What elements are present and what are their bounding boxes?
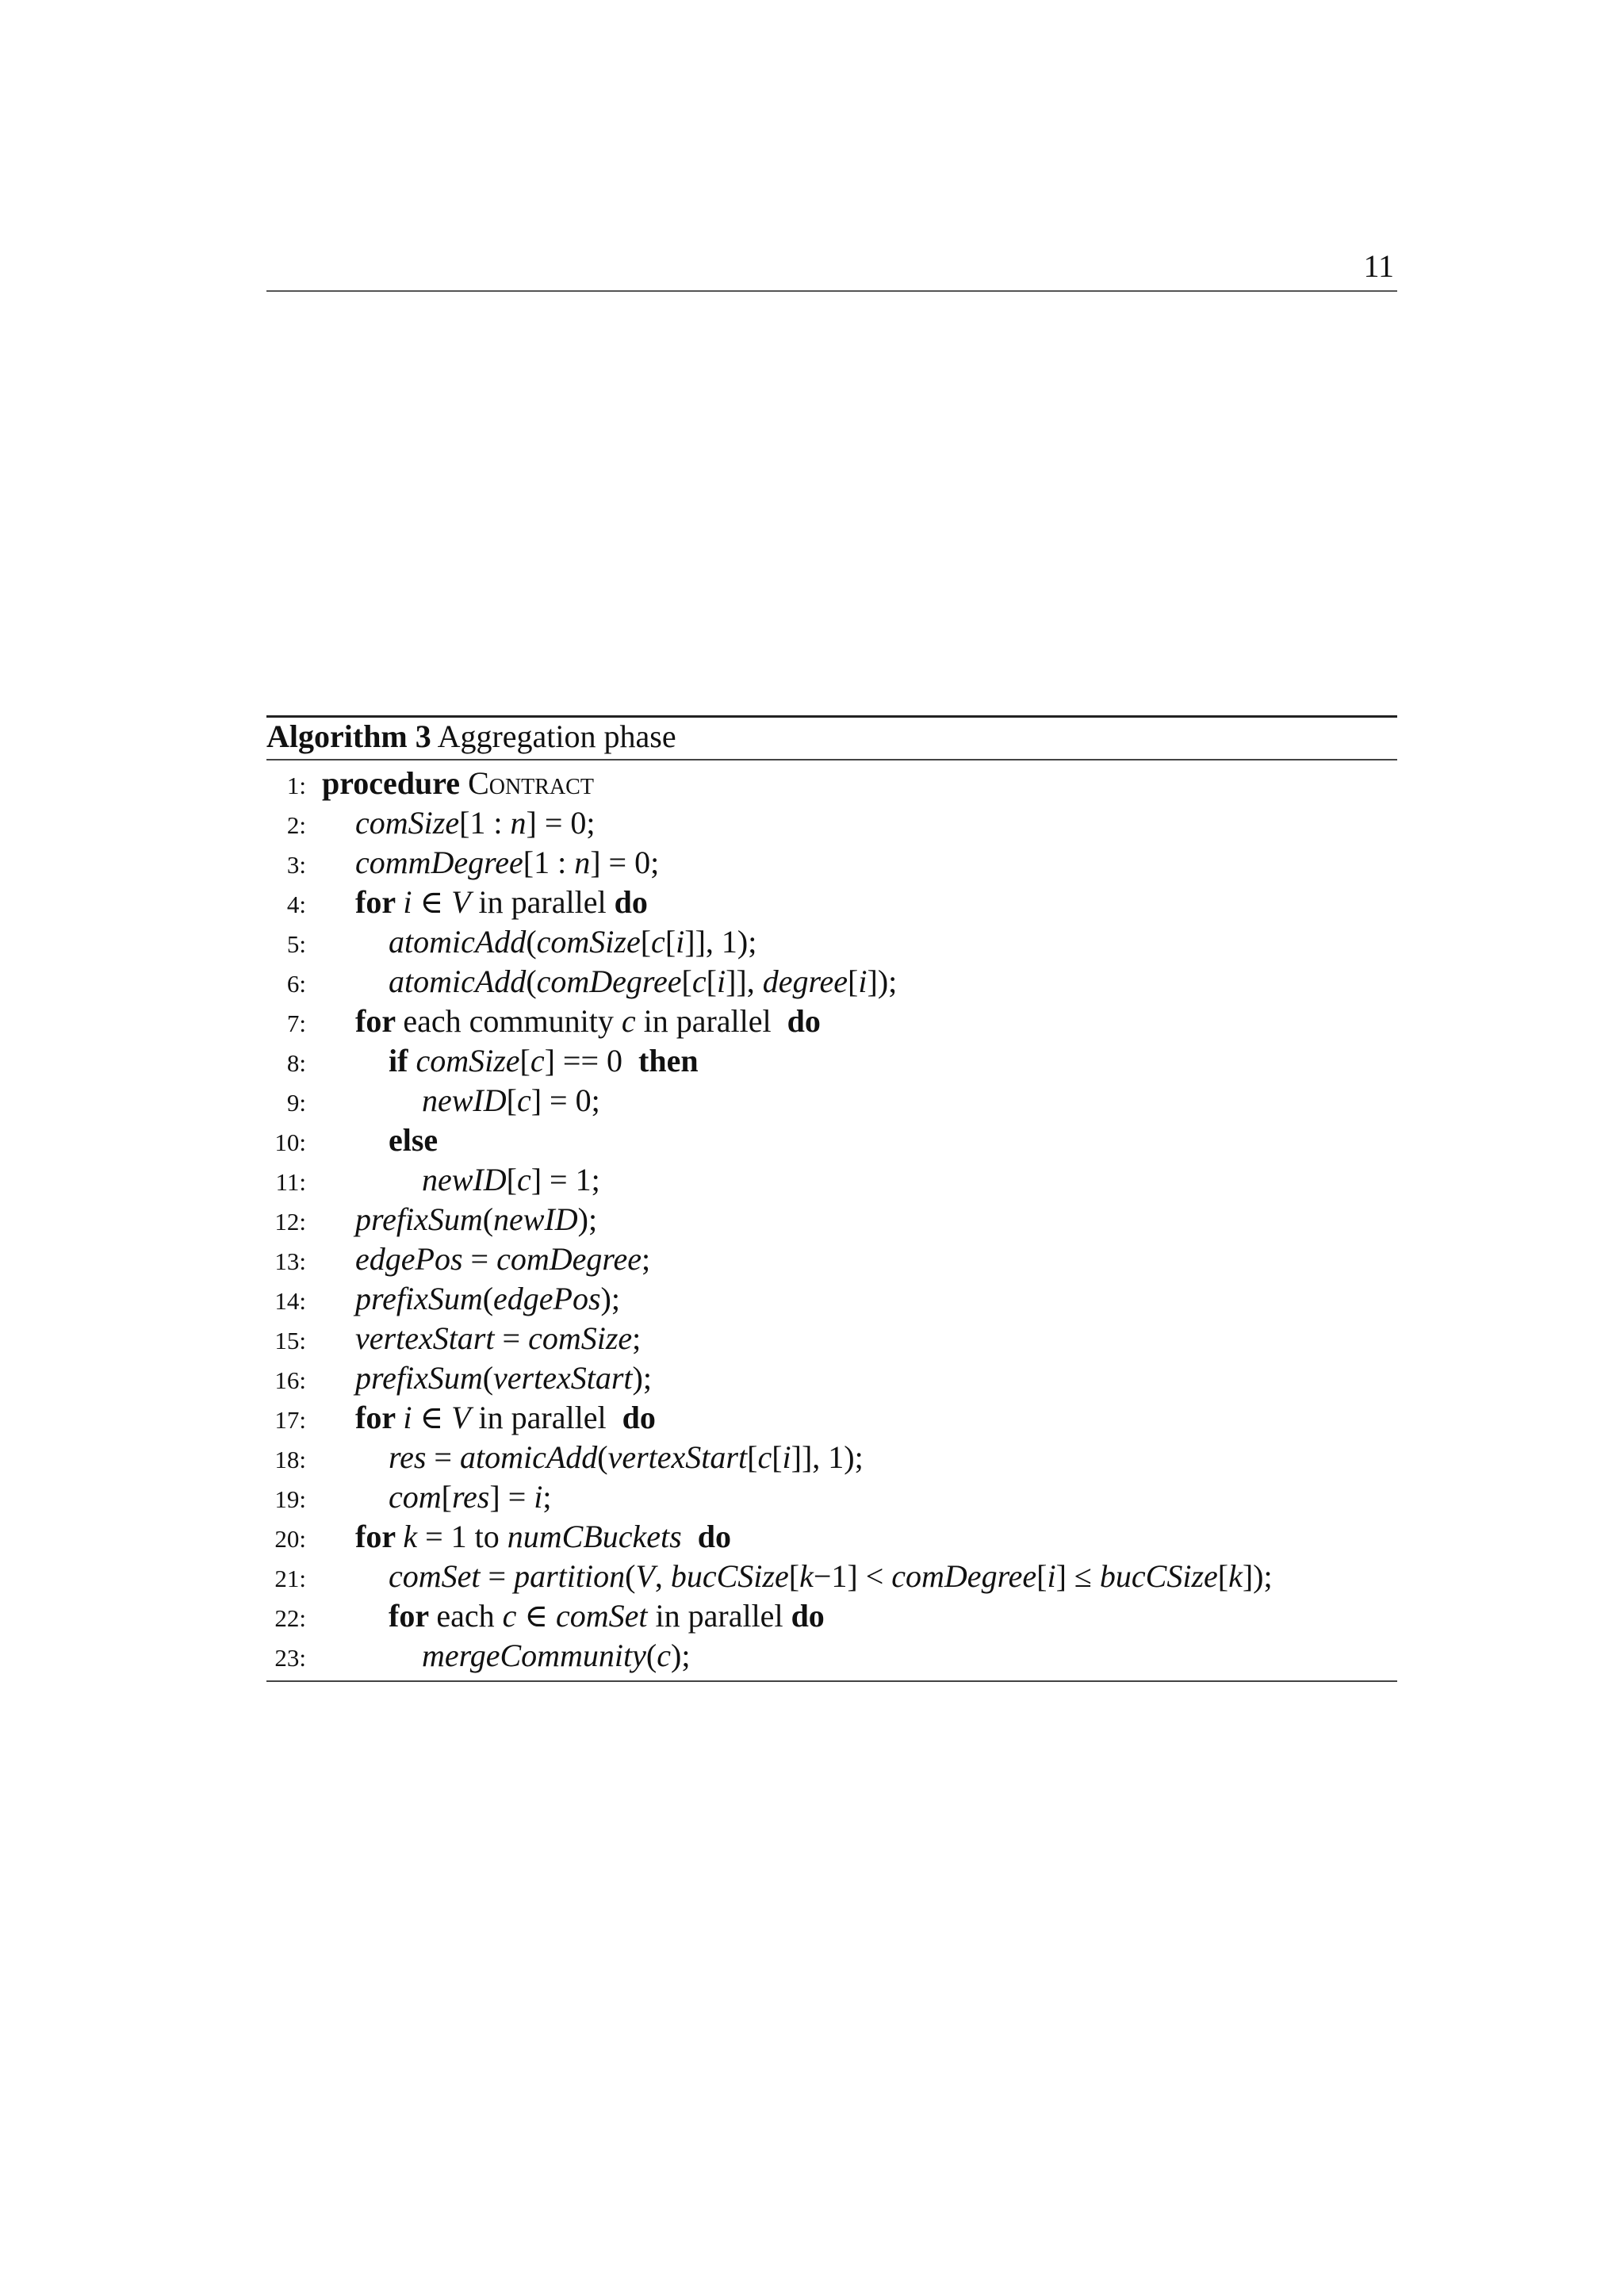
header-rule xyxy=(266,290,1397,292)
math-identifier: k xyxy=(799,1558,814,1594)
line-number: 23: xyxy=(274,1644,306,1672)
math-identifier: atomicAdd xyxy=(389,924,527,960)
algorithm-line xyxy=(266,1319,1397,1358)
line-content xyxy=(355,1279,620,1319)
algorithm-label: Algorithm 3 xyxy=(266,718,431,754)
line-content xyxy=(389,922,756,962)
math-identifier: i xyxy=(534,1479,543,1515)
line-number: 14: xyxy=(274,1287,306,1315)
math-identifier: c xyxy=(516,1082,531,1118)
algorithm-line xyxy=(266,1081,1397,1121)
page-number: 11 xyxy=(1363,248,1394,284)
line-number: 21: xyxy=(274,1565,306,1592)
code-text: [ xyxy=(441,1479,452,1515)
code-text: ); xyxy=(632,1360,652,1396)
keyword: for xyxy=(355,1400,404,1435)
math-identifier: i xyxy=(716,964,726,999)
line-content xyxy=(389,1041,699,1081)
code-text: ; xyxy=(542,1479,552,1515)
code-text: [ xyxy=(681,964,692,999)
line-number: 10: xyxy=(274,1128,306,1156)
math-identifier: comDegree xyxy=(536,964,682,999)
line-content xyxy=(422,1081,600,1121)
code-text: ( xyxy=(597,1439,608,1475)
math-identifier: c xyxy=(757,1439,772,1475)
line-number: 1: xyxy=(286,772,306,799)
code-text: ( xyxy=(645,1638,657,1673)
code-text: in parallel xyxy=(470,1400,622,1435)
keyword: do xyxy=(622,1400,656,1435)
keyword: procedure xyxy=(322,765,469,801)
line-content xyxy=(355,1002,821,1041)
math-identifier: prefixSum xyxy=(355,1281,483,1316)
algorithm-line xyxy=(266,1239,1397,1279)
line-number: 15: xyxy=(274,1327,306,1354)
code-text: ] = xyxy=(489,1479,534,1515)
algorithm-line xyxy=(266,1596,1397,1636)
math-identifier: comDegree xyxy=(891,1558,1037,1594)
code-text: ∈ xyxy=(516,1598,556,1634)
math-identifier: c xyxy=(621,1003,636,1039)
code-text: −1] < xyxy=(813,1558,892,1594)
line-content xyxy=(422,1160,600,1200)
keyword: for xyxy=(389,1598,437,1634)
code-text: ]], 1); xyxy=(684,924,757,960)
algorithm-line xyxy=(266,1041,1397,1081)
code-text: ] == 0 xyxy=(544,1043,639,1078)
line-content xyxy=(355,1517,731,1557)
math-identifier: V xyxy=(635,1558,655,1594)
keyword: for xyxy=(355,884,404,920)
math-identifier: i xyxy=(858,964,868,999)
math-identifier: c xyxy=(530,1043,545,1078)
line-content xyxy=(355,1200,597,1239)
code-text: , xyxy=(654,1558,671,1594)
code-text: ; xyxy=(641,1241,651,1277)
math-identifier: res xyxy=(451,1479,490,1515)
math-identifier: res xyxy=(389,1439,427,1475)
code-text: [ xyxy=(665,924,676,960)
line-number: 2: xyxy=(286,811,306,839)
math-identifier: i xyxy=(403,1400,412,1435)
math-identifier: comSet xyxy=(556,1598,648,1634)
keyword: do xyxy=(787,1003,821,1039)
algorithm-title: Aggregation phase xyxy=(437,718,676,754)
code-text: [1 : xyxy=(459,805,511,841)
line-number: 4: xyxy=(286,891,306,918)
math-identifier: n xyxy=(574,845,591,880)
algorithm-line xyxy=(266,1557,1397,1596)
algorithm-line xyxy=(266,764,1397,803)
math-identifier: c xyxy=(502,1598,517,1634)
procedure-name: Contract xyxy=(468,765,594,801)
line-content xyxy=(355,1239,650,1279)
math-identifier: i xyxy=(782,1439,791,1475)
math-identifier: prefixSum xyxy=(355,1360,483,1396)
math-identifier: edgePos xyxy=(355,1241,463,1277)
line-content xyxy=(355,1398,656,1438)
code-text: in parallel xyxy=(635,1003,787,1039)
code-text: ]], xyxy=(726,964,763,999)
math-identifier: c xyxy=(516,1162,531,1197)
math-identifier: k xyxy=(403,1519,418,1554)
code-text: ( xyxy=(482,1201,494,1237)
code-text: = xyxy=(426,1439,460,1475)
code-text: ); xyxy=(671,1638,691,1673)
code-text: [ xyxy=(640,924,652,960)
math-identifier: comSize xyxy=(416,1043,520,1078)
code-text: ] ≤ xyxy=(1055,1558,1100,1594)
algorithm-line xyxy=(266,883,1397,922)
code-text: ]); xyxy=(1242,1558,1273,1594)
algorithm-line xyxy=(266,1517,1397,1557)
algorithm-line xyxy=(266,1398,1397,1438)
line-content xyxy=(355,1358,652,1398)
keyword: else xyxy=(389,1122,439,1158)
math-identifier: i xyxy=(676,924,685,960)
algorithm-line xyxy=(266,1477,1397,1517)
line-content xyxy=(389,1596,825,1636)
math-identifier: newID xyxy=(493,1201,578,1237)
math-identifier: degree xyxy=(762,964,848,999)
math-identifier: i xyxy=(1047,1558,1056,1594)
algorithm-line xyxy=(266,962,1397,1002)
math-identifier: comSize xyxy=(536,924,641,960)
algorithm-body xyxy=(266,760,1397,1676)
code-text: each community xyxy=(403,1003,622,1039)
math-identifier: V xyxy=(451,1400,471,1435)
line-number: 7: xyxy=(286,1009,306,1037)
algorithm-line xyxy=(266,1358,1397,1398)
algorithm-line xyxy=(266,803,1397,843)
line-number: 5: xyxy=(286,930,306,958)
math-identifier: vertexStart xyxy=(607,1439,748,1475)
code-text: [ xyxy=(848,964,859,999)
algorithm-line xyxy=(266,1636,1397,1676)
code-text: ; xyxy=(632,1320,642,1356)
math-identifier: comSize xyxy=(528,1320,633,1356)
code-text: ] = 1; xyxy=(530,1162,600,1197)
line-number: 19: xyxy=(274,1485,306,1513)
line-content xyxy=(355,843,659,883)
line-number: 13: xyxy=(274,1247,306,1275)
line-number: 16: xyxy=(274,1366,306,1394)
math-identifier: bucCSize xyxy=(1099,1558,1218,1594)
line-number: 18: xyxy=(274,1446,306,1473)
math-identifier: c xyxy=(651,924,665,960)
line-content xyxy=(389,1438,864,1477)
code-text: [ xyxy=(788,1558,800,1594)
math-identifier: newID xyxy=(422,1082,507,1118)
line-content xyxy=(355,883,648,922)
line-content xyxy=(422,1636,690,1676)
algorithm-box xyxy=(266,715,1397,1682)
code-text: = xyxy=(480,1558,515,1594)
code-text: ( xyxy=(482,1281,494,1316)
code-text: = xyxy=(462,1241,497,1277)
code-text: [ xyxy=(506,1162,517,1197)
keyword: do xyxy=(697,1519,731,1554)
code-text: = 1 to xyxy=(417,1519,508,1554)
code-text: each xyxy=(436,1598,503,1634)
code-text: ( xyxy=(625,1558,636,1594)
code-text xyxy=(682,1519,698,1554)
line-number: 22: xyxy=(274,1604,306,1632)
math-identifier: prefixSum xyxy=(355,1201,483,1237)
algorithm-line xyxy=(266,843,1397,883)
code-text: ); xyxy=(600,1281,620,1316)
line-number: 12: xyxy=(274,1208,306,1236)
math-identifier: V xyxy=(451,884,471,920)
line-content xyxy=(322,764,594,803)
algorithm-line xyxy=(266,1160,1397,1200)
algorithm-line xyxy=(266,1002,1397,1041)
code-text: = xyxy=(494,1320,529,1356)
math-identifier: commDegree xyxy=(355,845,523,880)
line-content xyxy=(389,962,897,1002)
math-identifier: mergeCommunity xyxy=(422,1638,646,1673)
line-number: 3: xyxy=(286,851,306,879)
code-text: in parallel xyxy=(470,884,615,920)
code-text: ( xyxy=(526,924,537,960)
math-identifier: vertexStart xyxy=(355,1320,495,1356)
code-text: ]); xyxy=(867,964,898,999)
code-text: [ xyxy=(1217,1558,1229,1594)
algorithm-bottom-rule xyxy=(266,1680,1397,1682)
line-number: 6: xyxy=(286,970,306,998)
code-text: ( xyxy=(526,964,537,999)
line-number: 8: xyxy=(286,1049,306,1077)
math-identifier: n xyxy=(510,805,527,841)
math-identifier: comDegree xyxy=(496,1241,642,1277)
algorithm-caption xyxy=(266,718,1397,759)
keyword: do xyxy=(791,1598,825,1634)
algorithm-line xyxy=(266,1279,1397,1319)
math-identifier: c xyxy=(657,1638,672,1673)
line-number: 9: xyxy=(286,1089,306,1117)
line-number: 20: xyxy=(274,1525,306,1553)
algorithm-line xyxy=(266,1438,1397,1477)
line-content xyxy=(355,1319,641,1358)
math-identifier: bucCSize xyxy=(670,1558,789,1594)
code-text: ( xyxy=(482,1360,494,1396)
math-identifier: comSet xyxy=(389,1558,481,1594)
algorithm-line xyxy=(266,1121,1397,1160)
code-text: [ xyxy=(1036,1558,1048,1594)
line-content xyxy=(389,1121,438,1160)
math-identifier: numCBuckets xyxy=(507,1519,682,1554)
math-identifier: atomicAdd xyxy=(459,1439,598,1475)
code-text: ); xyxy=(577,1201,598,1237)
math-identifier: newID xyxy=(422,1162,507,1197)
math-identifier: comSize xyxy=(355,805,460,841)
math-identifier: vertexStart xyxy=(493,1360,633,1396)
code-text: [ xyxy=(506,1082,517,1118)
code-text: ∈ xyxy=(412,884,452,920)
code-text: [ xyxy=(706,964,717,999)
code-text: [ xyxy=(747,1439,758,1475)
keyword: if xyxy=(389,1043,416,1078)
code-text: ] = 0; xyxy=(530,1082,600,1118)
math-identifier: i xyxy=(403,884,412,920)
code-text: [ xyxy=(772,1439,783,1475)
math-identifier: partition xyxy=(514,1558,626,1594)
code-text: [ xyxy=(519,1043,530,1078)
algorithm-line xyxy=(266,1200,1397,1239)
keyword: do xyxy=(614,884,648,920)
line-content xyxy=(389,1477,552,1517)
line-number: 17: xyxy=(274,1406,306,1434)
code-text: [1 : xyxy=(523,845,575,880)
math-identifier: c xyxy=(691,964,707,999)
code-text: ] = 0; xyxy=(526,805,596,841)
math-identifier: k xyxy=(1228,1558,1243,1594)
math-identifier: edgePos xyxy=(493,1281,601,1316)
line-content xyxy=(355,803,596,843)
code-text: ∈ xyxy=(412,1400,452,1435)
math-identifier: com xyxy=(389,1479,442,1515)
line-content xyxy=(389,1557,1273,1596)
math-identifier: atomicAdd xyxy=(389,964,527,999)
keyword: for xyxy=(355,1003,404,1039)
keyword: for xyxy=(355,1519,404,1554)
algorithm-line xyxy=(266,922,1397,962)
code-text: ] = 0; xyxy=(590,845,660,880)
code-text: in parallel xyxy=(647,1598,791,1634)
line-number: 11: xyxy=(275,1168,306,1196)
code-text: ]], 1); xyxy=(791,1439,864,1475)
keyword: then xyxy=(638,1043,699,1078)
